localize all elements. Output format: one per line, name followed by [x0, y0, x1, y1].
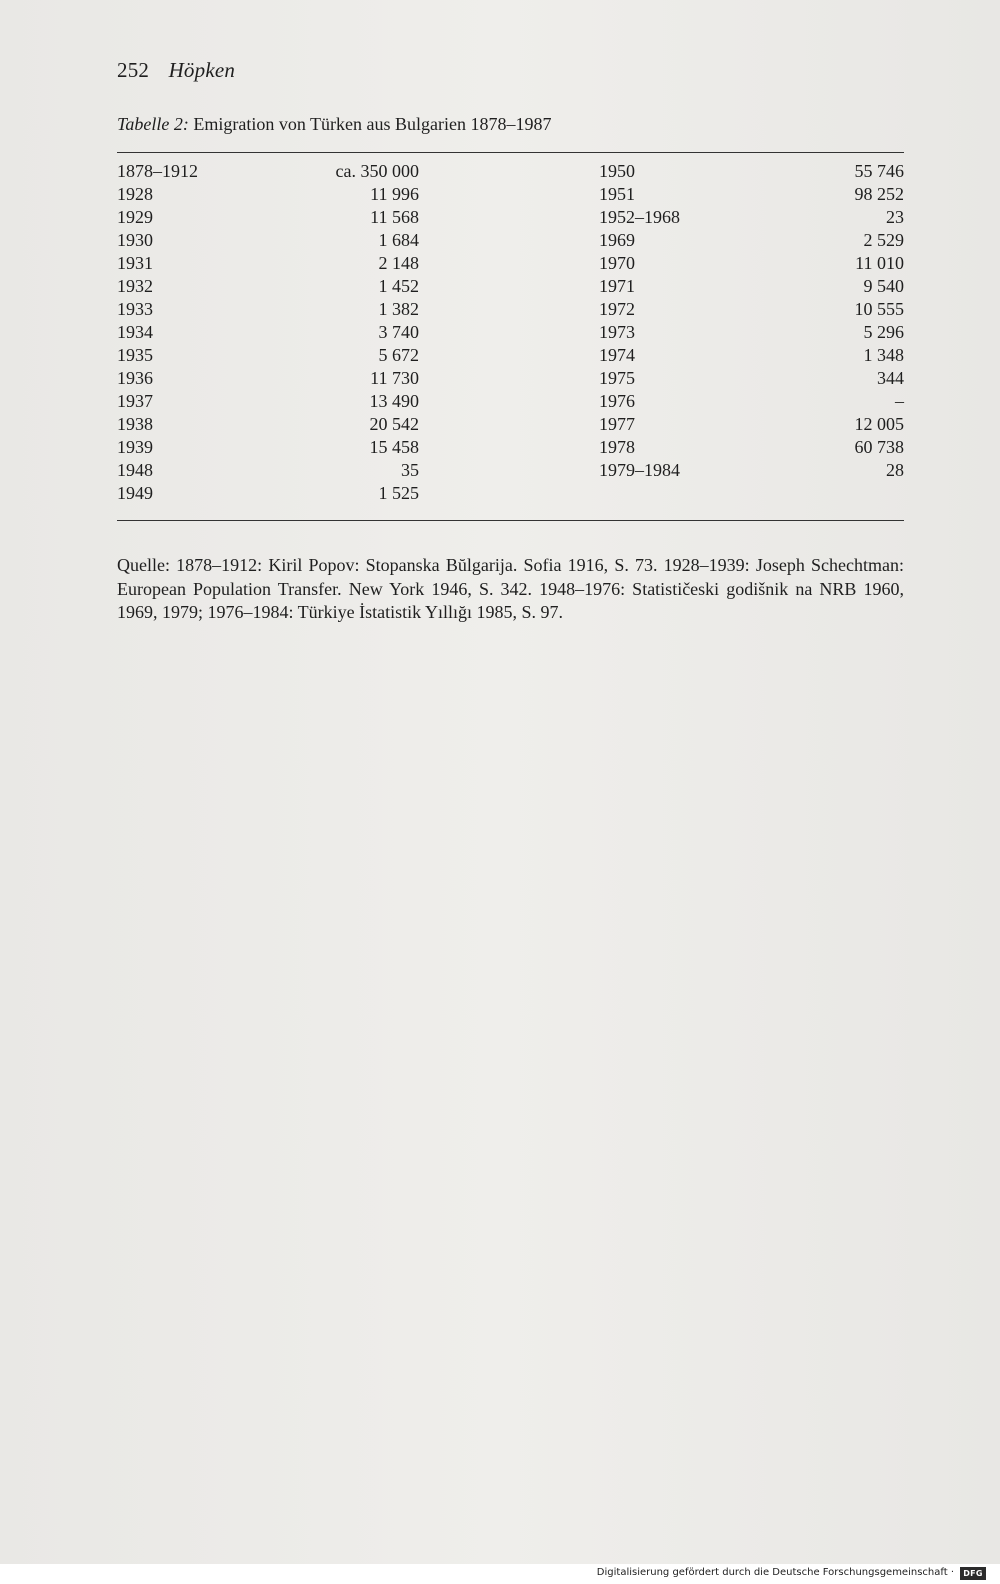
table-year: 1951 [599, 184, 635, 204]
dfg-logo: DFG [960, 1567, 986, 1580]
table-row [117, 252, 419, 275]
table-row [599, 183, 904, 206]
table-value: 28 [886, 460, 904, 480]
table-top-rule [117, 152, 904, 153]
table-year: 1950 [599, 161, 635, 181]
table-year: 1928 [117, 184, 153, 204]
running-header [117, 58, 235, 83]
table-source-note: Quelle: 1878–1912: Kiril Popov: Stopanska Bŭlgarija. Sofia 1916, S. 73. 1928–1939: Joseph Schechtman: European Population Transfer. New York 1946, S. 342. 1948–1976: Statističeski godišnik na NRB 1960, 1969, 1979; 1976–1984: Türkiye İstatistik Yıllığı 1985, S. 97. [117, 555, 904, 622]
footer-credit-text: Digitalisierung gefördert durch die Deutsche Forschungsgemeinschaft · [596, 1567, 954, 1578]
table-row [599, 344, 904, 367]
table-value: – [895, 391, 904, 411]
page-number: 252 [117, 58, 150, 82]
table-value: 1 348 [863, 345, 904, 365]
table-row [599, 275, 904, 298]
table-year: 1974 [599, 345, 635, 365]
table-value: ca. 350 000 [335, 161, 419, 181]
table-year: 1935 [117, 345, 153, 365]
table-value: 3 740 [378, 322, 419, 342]
table-year: 1931 [117, 253, 153, 273]
table-right-column [599, 160, 904, 482]
table-year: 1949 [117, 483, 153, 503]
table-row [117, 183, 419, 206]
table-value: 98 252 [854, 184, 904, 204]
table-value: 1 525 [378, 483, 419, 503]
table-row [117, 482, 419, 505]
table-year: 1969 [599, 230, 635, 250]
table-row [117, 436, 419, 459]
table-value: 11 730 [370, 368, 419, 388]
table-row [599, 436, 904, 459]
table-row [117, 367, 419, 390]
table-row [117, 344, 419, 367]
table-caption [117, 114, 551, 135]
table-left-column [117, 160, 419, 505]
table-value: 35 [401, 460, 419, 480]
table-value: 55 746 [854, 161, 904, 181]
table-row [599, 321, 904, 344]
table-row [599, 252, 904, 275]
table-value: 5 672 [378, 345, 419, 365]
table-year: 1972 [599, 299, 635, 319]
table-year: 1948 [117, 460, 153, 480]
table-bottom-rule [117, 520, 904, 521]
table-row [599, 390, 904, 413]
table-year: 1929 [117, 207, 153, 227]
table-value: 1 452 [378, 276, 419, 296]
table-year: 1938 [117, 414, 153, 434]
table-year: 1939 [117, 437, 153, 457]
table-value: 9 540 [863, 276, 904, 296]
table-value: 13 490 [369, 391, 419, 411]
table-row [117, 229, 419, 252]
table-year: 1971 [599, 276, 635, 296]
table-value: 344 [877, 368, 904, 388]
table-row [599, 459, 904, 482]
table-year: 1933 [117, 299, 153, 319]
table-year: 1934 [117, 322, 153, 342]
table-row [117, 321, 419, 344]
running-head-author: Höpken [168, 58, 236, 82]
table-value: 15 458 [369, 437, 419, 457]
table-row [117, 459, 419, 482]
table-value: 2 148 [378, 253, 419, 273]
table-value: 11 010 [855, 253, 904, 273]
table-row [117, 413, 419, 436]
table-year: 1932 [117, 276, 153, 296]
table-row [117, 390, 419, 413]
table-row [599, 160, 904, 183]
table-value: 5 296 [863, 322, 904, 342]
table-row [599, 229, 904, 252]
table-year: 1975 [599, 368, 635, 388]
table-row [599, 206, 904, 229]
table-value: 20 542 [369, 414, 419, 434]
table-value: 60 738 [854, 437, 904, 457]
table-value: 10 555 [854, 299, 904, 319]
table-row [117, 298, 419, 321]
table-year: 1952–1968 [599, 207, 680, 227]
table-year: 1937 [117, 391, 153, 411]
table-caption-label: Tabelle 2: [117, 114, 189, 134]
table-year: 1930 [117, 230, 153, 250]
table-year: 1973 [599, 322, 635, 342]
table-year: 1979–1984 [599, 460, 680, 480]
table-row [599, 413, 904, 436]
table-value: 11 996 [370, 184, 419, 204]
table-year: 1976 [599, 391, 635, 411]
digitization-footer [0, 1564, 1000, 1584]
table-year: 1978 [599, 437, 635, 457]
table-value: 1 382 [378, 299, 419, 319]
table-row [117, 206, 419, 229]
table-year: 1970 [599, 253, 635, 273]
table-row [117, 160, 419, 183]
table-year: 1977 [599, 414, 635, 434]
table-year: 1878–1912 [117, 161, 198, 181]
table-value: 12 005 [854, 414, 904, 434]
table-value: 2 529 [863, 230, 904, 250]
table-value: 1 684 [378, 230, 419, 250]
table-value: 11 568 [370, 207, 419, 227]
table-year: 1936 [117, 368, 153, 388]
table-value: 23 [886, 207, 904, 227]
table-caption-title: Emigration von Türken aus Bulgarien 1878–1987 [193, 114, 552, 134]
table-row [117, 275, 419, 298]
table-row [599, 367, 904, 390]
table-row [599, 298, 904, 321]
